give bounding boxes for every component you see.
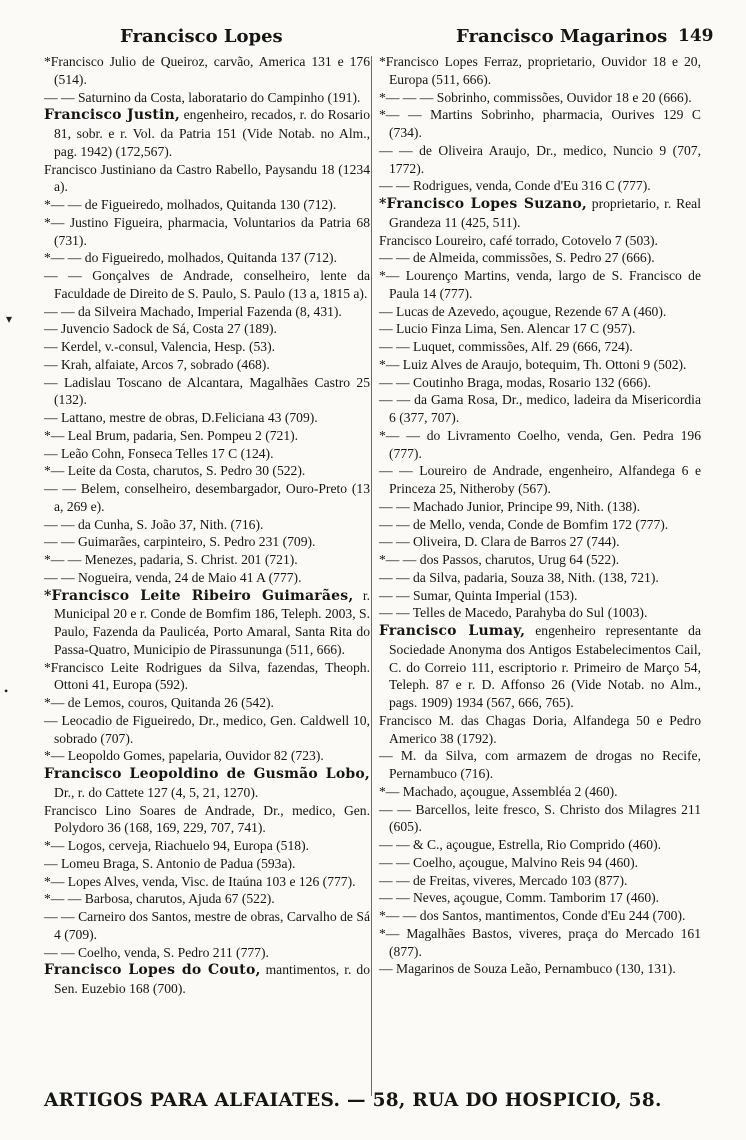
directory-entry: [44, 516, 370, 534]
entry-heading: Francisco Leopoldino de Gusmão Lobo,: [44, 766, 370, 782]
directory-entry: [379, 177, 701, 195]
entry-text: — Lattano, mestre de obras, D.Feliciana 43 (709).: [44, 410, 318, 425]
entry-text: *— — do Figueiredo, molhados, Quitanda 137 (712).: [44, 250, 337, 266]
entry-text: — Lomeu Braga, S. Antonio de Padua (593a).: [44, 855, 296, 871]
page-number: 149: [678, 26, 714, 46]
directory-entry: [44, 161, 370, 197]
entry-text: *— — — Sobrinho, commissões, Ouvidor 18 e 20 (666).: [379, 89, 692, 105]
entry-text: *Francisco Lopes Ferraz, proprietario, Ouvidor 18 e 20, Europa (511, 666).: [379, 54, 701, 87]
entry-text: *— Justino Figueira, pharmacia, Voluntarios da Patria 68 (731).: [44, 214, 370, 248]
directory-entry: [379, 604, 701, 622]
directory-entry: [379, 142, 701, 178]
directory-entry: [44, 53, 370, 89]
directory-entry: [379, 783, 701, 801]
entry-text: — — Loureiro de Andrade, engenheiro, Alfandega 6 e Princeza 25, Nitheroby (567).: [379, 463, 701, 496]
directory-entry: [379, 712, 701, 748]
directory-entry: [44, 320, 370, 338]
entry-text: — Leocadio de Figueiredo, Dr., medico, Gen. Caldwell 10, sobrado (707).: [44, 712, 370, 746]
entry-text: — — Machado Junior, Principe 99, Nith. (138).: [379, 498, 641, 514]
directory-entry: [44, 855, 370, 873]
directory-entry: [379, 249, 701, 267]
directory-entry: [379, 854, 701, 872]
entry-text: — — da Cunha, S. João 37, Nith. (716).: [44, 516, 264, 532]
entry-text: — Lucio Finza Lima, Sen. Alencar 17 C (957).: [379, 321, 636, 337]
entry-text: *— — Martins Sobrinho, pharmacia, Ourives 129 C (734).: [379, 107, 701, 140]
entry-text: *— Leopoldo Gomes, papelaria, Ouvidor 82 (723).: [44, 748, 324, 764]
directory-entry: [44, 533, 370, 551]
directory-entry: [44, 873, 370, 891]
entry-text: — — Saturnino da Costa, laboratario do Campinho (191).: [44, 89, 361, 105]
entry-text: Francisco Loureiro, café torrado, Cotovelo 7 (503).: [379, 232, 658, 248]
entry-text: mantimentos, r. do Sen. Euzebio 168 (700).: [54, 962, 370, 996]
entry-text: engenheiro representante da Sociedade Anonyma dos Antigos Estabelecimentos Cail, C. do Correio 111, escriptorio r. Primeiro de Março 54, Teleph. 87 e r. D. Affonso 26 (Vide Notab. no Alm., pags. 1909) 1934 (567, 666, 765).: [389, 623, 701, 710]
entry-text: — — & C., açougue, Estrella, Rio Comprido (460).: [379, 837, 662, 852]
entry-heading: *Francisco Leite Ribeiro Guimarães,: [44, 587, 354, 604]
directory-entry: [379, 551, 701, 569]
column-divider: [371, 56, 372, 1096]
entry-text: — — Carneiro dos Santos, mestre de obras, Carvalho de Sá 4 (709).: [44, 909, 370, 942]
directory-entry: [44, 802, 370, 838]
entry-text: *— — Menezes, padaria, S. Christ. 201 (721).: [44, 552, 298, 567]
entry-text: *Francisco Julio de Queiroz, carvão, America 131 e 176 (514).: [44, 54, 370, 87]
directory-entry: [44, 747, 370, 765]
entry-text: engenheiro, recados, r. do Rosario 81, sobr. e r. Vol. da Patria 151 (Vide Notab. no Alm., pag. 1942) (172,567).: [54, 107, 371, 159]
entry-text: — — Oliveira, D. Clara de Barros 27 (744).: [379, 534, 620, 550]
directory-entry: [379, 801, 701, 837]
entry-text: — — Barcellos, leite fresco, S. Christo dos Milagres 211 (605).: [379, 801, 701, 835]
directory-entry: [44, 890, 370, 908]
directory-entry: [379, 925, 701, 961]
entry-text: — — de Oliveira Araujo, Dr., medico, Nuncio 9 (707, 1772).: [379, 142, 701, 176]
entry-text: *Francisco Leite Rodrigues da Silva, fazendas, Theoph. Ottoni 41, Europa (592).: [44, 659, 370, 693]
entry-text: — Magarinos de Souza Leão, Pernambuco (130, 131).: [379, 961, 676, 977]
directory-entry: [44, 196, 370, 214]
entry-text: — — de Almeida, commissões, S. Pedro 27 (666).: [379, 250, 655, 266]
directory-entry: [44, 587, 370, 659]
entry-text: — — Coelho, açougue, Malvino Reis 94 (460).: [379, 854, 638, 870]
entry-text: *— — do Livramento Coelho, venda, Gen. Pedra 196 (777).: [379, 427, 701, 461]
entry-text: r. Municipal 20 e r. Conde de Bomfim 186, Teleph. 2003, S. Paulo, Fazenda da Paulicéa, Porto Amaral, Santa Rita do Passa-Quatro, Municipio de Pirassununga (511, 666).: [54, 587, 370, 657]
entry-heading: Francisco Lopes do Couto,: [44, 962, 261, 979]
directory-entry: [379, 462, 701, 498]
entry-text: — — Telles de Macedo, Parahyba do Sul (1003).: [379, 605, 648, 621]
entry-text: — — de Mello, venda, Conde de Bomfim 172 (777).: [379, 516, 669, 532]
directory-entry: [44, 267, 370, 303]
entry-text: — Leão Cohn, Fonseca Telles 17 C (124).: [44, 445, 274, 461]
entry-text: *— — Barbosa, charutos, Ajuda 67 (522).: [44, 891, 275, 907]
directory-entry: [379, 836, 701, 854]
entry-text: — — Gonçalves de Andrade, conselheiro, lente da Faculdade de Direito de S. Paulo, S. Paulo (13 a, 1815 a).: [44, 268, 370, 301]
directory-entry: [44, 944, 370, 962]
directory-entry: [379, 516, 701, 534]
entry-text: — Lucas de Azevedo, açougue, Rezende 67 A (460).: [379, 303, 667, 319]
directory-entry: [379, 747, 701, 783]
directory-entry: [379, 320, 701, 338]
entry-text: — — da Silva, padaria, Souza 38, Nith. (138, 721).: [379, 569, 659, 585]
directory-entry: [379, 569, 701, 587]
entry-text: Francisco Lino Soares de Andrade, Dr., medico, Gen. Polydoro 36 (168, 169, 229, 707, 741).: [44, 802, 370, 836]
entry-text: — Juvencio Sadock de Sá, Costa 27 (189).: [44, 321, 277, 337]
directory-entry: [44, 551, 370, 569]
entry-heading: *Francisco Lopes Suzano,: [379, 196, 587, 212]
entry-text: Francisco Justiniano da Castro Rabello, Paysandu 18 (1234 a).: [44, 161, 370, 195]
entry-text: — — da Silveira Machado, Imperial Fazenda (8, 431).: [44, 303, 342, 319]
entry-text: *— Leite da Costa, charutos, S. Pedro 30 (522).: [44, 463, 306, 479]
entry-text: — — Nogueira, venda, 24 de Maio 41 A (777).: [44, 569, 302, 585]
entry-text: — — da Gama Rosa, Dr., medico, ladeira da Misericordia 6 (377, 707).: [379, 392, 701, 425]
directory-entry: [44, 89, 370, 107]
directory-entry: [379, 533, 701, 551]
directory-entry: [379, 889, 701, 907]
directory-entry: [379, 356, 701, 374]
margin-mark: •: [4, 684, 9, 698]
entry-text: — — Rodrigues, venda, Conde d'Eu 316 C (777).: [379, 178, 651, 194]
directory-entry: [44, 427, 370, 445]
entry-text: *— Logos, cerveja, Riachuelo 94, Europa (518).: [44, 838, 309, 853]
directory-entry: [44, 374, 370, 410]
directory-entry: [44, 908, 370, 944]
entry-text: — — Sumar, Quinta Imperial (153).: [379, 587, 578, 603]
directory-entry: [44, 249, 370, 267]
left-column: [44, 53, 370, 998]
entry-text: proprietario, r. Real Grandeza 11 (425, 511).: [389, 196, 701, 230]
directory-entry: [379, 391, 701, 427]
entry-text: Francisco M. das Chagas Doria, Alfandega 50 e Pedro Americo 38 (1792).: [379, 712, 701, 746]
entry-text: — — Luquet, commissões, Alf. 29 (666, 724).: [379, 339, 633, 354]
directory-entry: [44, 409, 370, 427]
directory-entry: [44, 303, 370, 321]
entry-text: *— Lopes Alves, venda, Visc. de Itaúna 103 e 126 (777).: [44, 873, 356, 889]
entry-text: — — Coelho, venda, S. Pedro 211 (777).: [44, 944, 269, 960]
entry-text: *— Luiz Alves de Araujo, botequim, Th. Ottoni 9 (502).: [379, 356, 687, 372]
directory-entry: [44, 694, 370, 712]
directory-entry: [379, 427, 701, 463]
header-left-name: Francisco Lopes: [120, 26, 283, 47]
entry-text: — — de Freitas, viveres, Mercado 103 (877).: [379, 872, 628, 888]
directory-entry: [379, 498, 701, 516]
entry-text: *— Magalhães Bastos, viveres, praça do Mercado 161 (877).: [379, 925, 701, 959]
directory-entry: [379, 303, 701, 321]
entry-text: — — Neves, açougue, Comm. Tamborim 17 (460).: [379, 890, 660, 906]
entry-text: — Kerdel, v.-consul, Valencia, Hesp. (53).: [44, 339, 276, 354]
entry-text: Dr., r. do Cattete 127 (4, 5, 21, 1270).: [54, 784, 259, 800]
entry-heading: Francisco Justin,: [44, 107, 180, 124]
footer-advertisement: ARTIGOS PARA ALFAIATES. — 58, RUA DO HOSPICIO, 58.: [44, 1090, 662, 1111]
entry-text: — — Coutinho Braga, modas, Rosario 132 (666).: [379, 374, 651, 390]
directory-entry: [44, 569, 370, 587]
directory-entry: [44, 106, 370, 160]
directory-entry: [379, 587, 701, 605]
entry-text: *— — dos Santos, mantimentos, Conde d'Eu 244 (700).: [379, 908, 686, 923]
directory-entry: [379, 267, 701, 303]
entry-text: *— Leal Brum, padaria, Sen. Pompeu 2 (721).: [44, 427, 299, 443]
entry-text: — Ladislau Toscano de Alcantara, Magalhães Castro 25 (132).: [44, 374, 370, 408]
directory-entry: [44, 712, 370, 748]
directory-entry: [379, 89, 701, 107]
directory-entry: [44, 765, 370, 802]
directory-entry: [379, 907, 701, 925]
entry-text: *— Lourenço Martins, venda, largo de S. Francisco de Paula 14 (777).: [379, 268, 701, 301]
directory-entry: [44, 961, 370, 998]
directory-entry: [379, 53, 701, 89]
entry-text: *— Machado, açougue, Assembléa 2 (460).: [379, 783, 618, 799]
directory-entry: [379, 232, 701, 250]
directory-entry: [44, 356, 370, 374]
directory-entry: [379, 872, 701, 890]
directory-entry: [379, 338, 701, 356]
entry-text: — M. da Silva, com armazem de drogas no Recife, Pernambuco (716).: [379, 748, 701, 781]
directory-entry: [44, 480, 370, 516]
directory-entry: [44, 837, 370, 855]
directory-entry: [44, 445, 370, 463]
entry-text: *— — de Figueiredo, molhados, Quitanda 130 (712).: [44, 197, 337, 212]
directory-entry: [379, 960, 701, 978]
entry-text: — Krah, alfaiate, Arcos 7, sobrado (468).: [44, 356, 270, 372]
right-column: [379, 53, 701, 978]
directory-entry: [379, 622, 701, 712]
directory-entry: [44, 338, 370, 356]
header-right-name: Francisco Magarinos: [456, 26, 668, 47]
entry-text: — — Guimarães, carpinteiro, S. Pedro 231 (709).: [44, 534, 316, 550]
directory-entry: [44, 659, 370, 695]
entry-text: *— — dos Passos, charutos, Urug 64 (522).: [379, 552, 620, 567]
directory-entry: [379, 374, 701, 392]
margin-mark: ▾: [6, 312, 13, 326]
directory-entry: [379, 195, 701, 232]
entry-heading: Francisco Lumay,: [379, 623, 526, 639]
running-header: [28, 26, 726, 52]
directory-entry: [379, 106, 701, 142]
directory-entry: [44, 462, 370, 480]
directory-entry: [44, 214, 370, 250]
entry-text: — — Belem, conselheiro, desembargador, Ouro-Preto (13 a, 269 e).: [44, 481, 370, 514]
entry-text: *— de Lemos, couros, Quitanda 26 (542).: [44, 695, 274, 710]
